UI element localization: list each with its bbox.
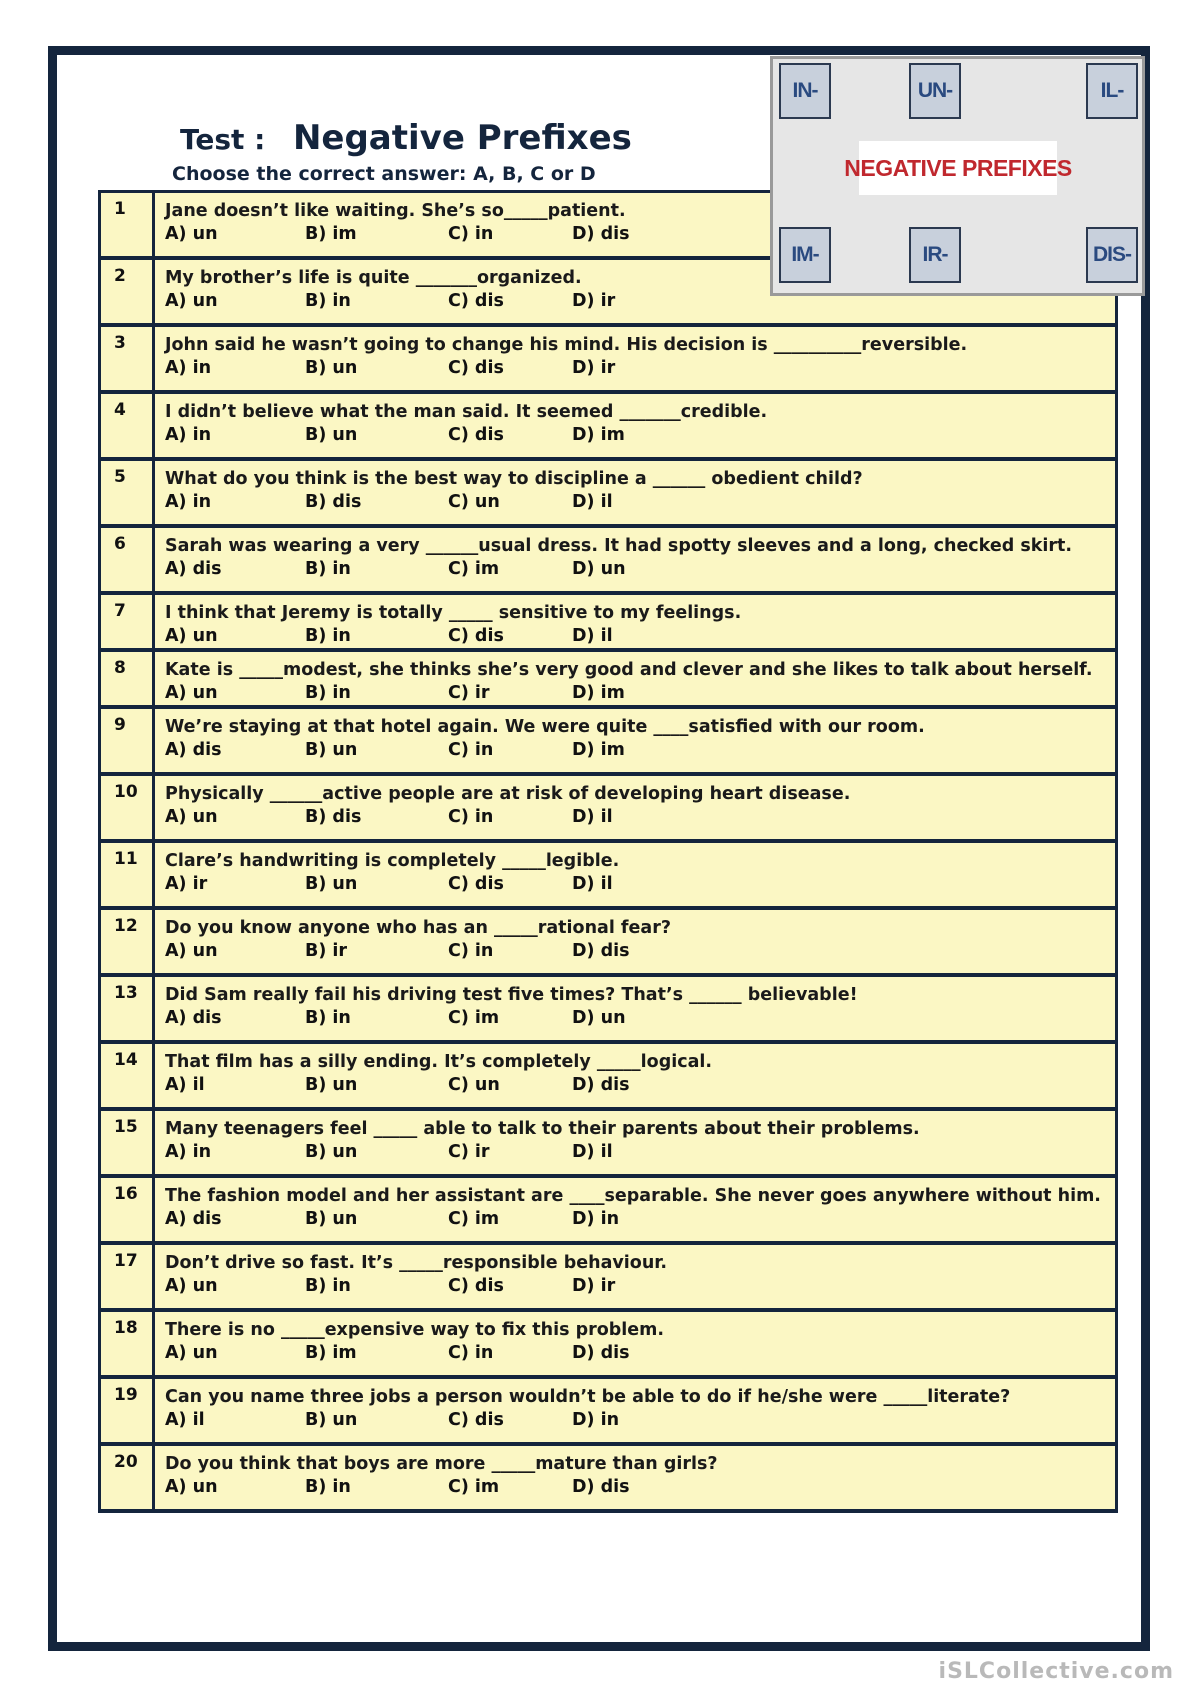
option-a: A) dis [165,1209,222,1229]
option-d: D) il [572,874,613,894]
option-a: A) in [165,425,212,445]
option-c: C) im [448,559,500,579]
option-b: B) dis [305,492,362,512]
option-b: B) un [305,740,358,760]
answer-options [165,1410,1115,1436]
prefix-chip-dis: DIS- [1086,227,1138,283]
question-body [155,1111,1115,1174]
question-row [98,977,1118,1044]
question-text: Physically ______active people are at risk of developing heart disease. [165,784,851,804]
question-number: 1 [101,193,155,256]
question-text: The fashion model and her assistant are ____separable. She never goes anywhere without him. [165,1186,1101,1206]
title-main: Negative Prefixes [292,118,632,158]
option-c: C) un [448,1075,500,1095]
option-c: C) dis [448,1276,504,1296]
question-row [98,1379,1118,1446]
question-row [98,843,1118,910]
question-row [98,1245,1118,1312]
option-a: A) un [165,224,218,244]
question-number: 11 [101,843,155,906]
option-a: A) un [165,1477,218,1497]
option-a: A) in [165,358,212,378]
option-b: B) un [305,358,358,378]
option-c: C) ir [448,1142,490,1162]
question-text: Many teenagers feel _____ able to talk to their parents about their problems. [165,1119,920,1139]
question-text: Clare’s handwriting is completely _____legible. [165,851,620,871]
option-b: B) un [305,1410,358,1430]
option-a: A) un [165,807,218,827]
question-row [98,652,1118,709]
question-text: Do you know anyone who has an _____rational fear? [165,918,672,938]
option-d: D) dis [572,1075,630,1095]
option-c: C) ir [448,683,490,703]
question-body [155,1312,1115,1375]
page-title [180,118,632,158]
option-b: B) un [305,1209,358,1229]
question-body [155,595,1115,648]
question-text: Kate is _____modest, she thinks she’s very good and clever and she likes to talk about herself. [165,660,1093,680]
option-d: D) ir [572,358,616,378]
question-body [155,709,1115,772]
option-a: A) un [165,683,218,703]
option-d: D) in [572,1410,620,1430]
question-row [98,1111,1118,1178]
option-d: D) il [572,626,613,646]
question-number: 9 [101,709,155,772]
question-body [155,461,1115,524]
question-text: Sarah was wearing a very ______usual dress. It had spotty sleeves and a long, checked skirt. [165,536,1073,556]
answer-options [165,358,1115,384]
answer-options [165,740,1115,766]
question-body [155,776,1115,839]
question-row [98,394,1118,461]
option-b: B) in [305,291,351,311]
question-text: My brother’s life is quite _______organized. [165,268,582,288]
option-c: C) in [448,740,494,760]
prefix-chip-un: UN- [909,63,961,119]
option-c: C) im [448,1209,500,1229]
option-d: D) dis [572,941,630,961]
option-d: D) ir [572,1276,616,1296]
question-number: 8 [101,652,155,705]
question-row [98,528,1118,595]
option-b: B) in [305,1008,351,1028]
option-d: D) in [572,1209,620,1229]
option-b: B) un [305,1142,358,1162]
answer-options [165,683,1115,709]
watermark: iSLCollective.com [938,1659,1174,1684]
question-body [155,1044,1115,1107]
answer-options [165,492,1115,518]
prefix-chip-in: IN- [779,63,831,119]
option-a: A) in [165,492,212,512]
option-a: A) un [165,941,218,961]
option-c: C) dis [448,425,504,445]
question-row [98,461,1118,528]
option-a: A) un [165,1343,218,1363]
question-row [98,1178,1118,1245]
option-a: A) un [165,1276,218,1296]
option-c: C) dis [448,1410,504,1430]
answer-options [165,1276,1115,1302]
question-number: 5 [101,461,155,524]
question-number: 4 [101,394,155,457]
option-c: C) dis [448,626,504,646]
question-text: What do you think is the best way to discipline a ______ obedient child? [165,469,863,489]
option-c: C) im [448,1008,500,1028]
option-b: B) un [305,874,358,894]
question-text: Jane doesn’t like waiting. She’s so_____patient. [165,201,626,221]
question-text: Don’t drive so fast. It’s _____responsible behaviour. [165,1253,668,1273]
option-c: C) im [448,1477,500,1497]
question-number: 16 [101,1178,155,1241]
option-d: D) im [572,683,625,703]
question-body [155,977,1115,1040]
question-number: 19 [101,1379,155,1442]
question-body [155,528,1115,591]
question-number: 6 [101,528,155,591]
question-number: 15 [101,1111,155,1174]
option-b: B) im [305,1343,357,1363]
question-text: There is no _____expensive way to fix this problem. [165,1320,665,1340]
panel-heading: NEGATIVE PREFIXES [859,141,1057,195]
question-text: John said he wasn’t going to change his mind. His decision is __________reversible. [165,335,968,355]
option-c: C) dis [448,358,504,378]
option-b: B) ir [305,941,348,961]
option-b: B) un [305,1075,358,1095]
question-number: 20 [101,1446,155,1509]
option-a: A) il [165,1410,205,1430]
option-b: B) dis [305,807,362,827]
option-a: A) dis [165,1008,222,1028]
option-b: B) in [305,1276,351,1296]
prefix-chip-im: IM- [779,227,831,283]
question-number: 3 [101,327,155,390]
question-number: 12 [101,910,155,973]
question-text: We’re staying at that hotel again. We were quite ____satisfied with our room. [165,717,925,737]
question-number: 13 [101,977,155,1040]
question-row [98,776,1118,843]
question-body [155,652,1115,705]
answer-options [165,559,1115,585]
option-b: B) in [305,1477,351,1497]
question-number: 18 [101,1312,155,1375]
prefix-panel [770,56,1145,296]
option-a: A) un [165,626,218,646]
question-text: Did Sam really fail his driving test five times? That’s ______ believable! [165,985,858,1005]
option-c: C) un [448,492,500,512]
option-d: D) il [572,807,613,827]
answer-options [165,1477,1115,1503]
answer-options [165,626,1115,652]
question-number: 2 [101,260,155,323]
option-c: C) dis [448,874,504,894]
option-b: B) un [305,425,358,445]
option-d: D) im [572,740,625,760]
option-c: C) in [448,807,494,827]
answer-options [165,874,1115,900]
question-row [98,595,1118,652]
question-number: 17 [101,1245,155,1308]
question-table [98,190,1118,1513]
question-body [155,1379,1115,1442]
option-c: C) in [448,941,494,961]
prefix-chip-il: IL- [1086,63,1138,119]
option-d: D) il [572,1142,613,1162]
option-c: C) in [448,1343,494,1363]
answer-options [165,1075,1115,1101]
question-row [98,327,1118,394]
question-text: I think that Jeremy is totally _____ sensitive to my feelings. [165,603,742,623]
question-row [98,1446,1118,1513]
answer-options [165,1209,1115,1235]
question-number: 10 [101,776,155,839]
option-b: B) in [305,559,351,579]
title-lead: Test : [180,123,266,156]
prefix-chip-ir: IR- [909,227,961,283]
option-a: A) dis [165,740,222,760]
question-row [98,709,1118,776]
question-row [98,1044,1118,1111]
question-body [155,910,1115,973]
answer-options [165,1008,1115,1034]
option-a: A) in [165,1142,212,1162]
option-c: C) in [448,224,494,244]
answer-options [165,941,1115,967]
question-row [98,1312,1118,1379]
answer-options [165,1142,1115,1168]
option-d: D) ir [572,291,616,311]
option-a: A) il [165,1075,205,1095]
question-body [155,1245,1115,1308]
option-a: A) ir [165,874,208,894]
option-d: D) un [572,1008,626,1028]
answer-options [165,425,1115,451]
question-body [155,327,1115,390]
option-d: D) un [572,559,626,579]
answer-options [165,807,1115,833]
option-a: A) un [165,291,218,311]
question-number: 14 [101,1044,155,1107]
option-c: C) dis [448,291,504,311]
option-b: B) in [305,626,351,646]
question-body [155,1446,1115,1509]
question-row [98,910,1118,977]
question-number: 7 [101,595,155,648]
option-b: B) im [305,224,357,244]
question-text: Can you name three jobs a person wouldn’t be able to do if he/she were _____literate? [165,1387,1011,1407]
option-d: D) il [572,492,613,512]
option-b: B) in [305,683,351,703]
option-d: D) dis [572,1343,630,1363]
option-a: A) dis [165,559,222,579]
option-d: D) dis [572,224,630,244]
question-body [155,843,1115,906]
question-text: Do you think that boys are more _____mature than girls? [165,1454,718,1474]
instruction-text: Choose the correct answer: A, B, C or D [172,163,596,185]
option-d: D) dis [572,1477,630,1497]
question-body [155,394,1115,457]
question-text: I didn’t believe what the man said. It seemed _______credible. [165,402,768,422]
question-text: That film has a silly ending. It’s completely _____logical. [165,1052,713,1072]
question-body [155,1178,1115,1241]
answer-options [165,1343,1115,1369]
option-d: D) im [572,425,625,445]
